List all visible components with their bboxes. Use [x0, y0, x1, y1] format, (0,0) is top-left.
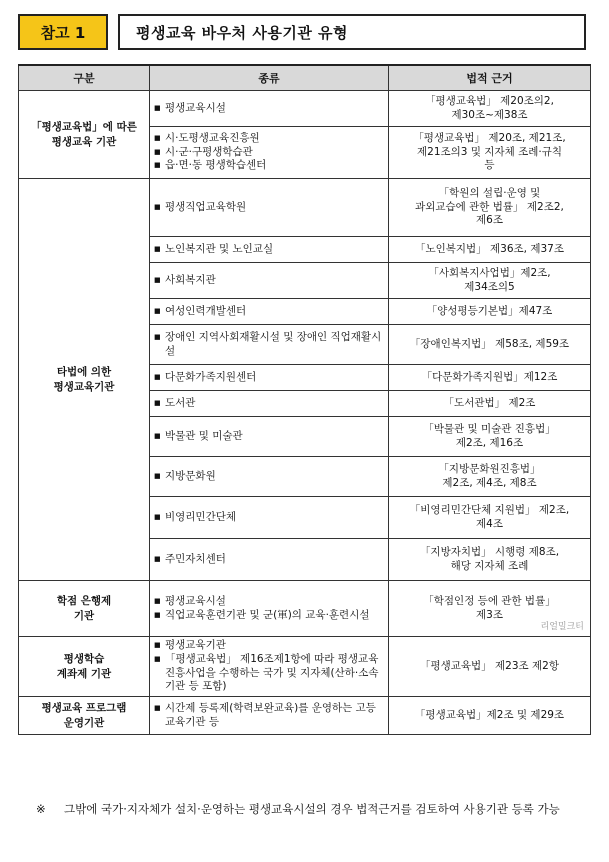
table-row [19, 637, 591, 697]
institution-type-table [18, 64, 591, 735]
legal-basis-text: 「장애인복지법」 제58조, 제59조 [409, 337, 570, 350]
legal-basis-text: 「박물관 및 미술관 진흥법」 제2조, 제16조 [423, 422, 556, 449]
legal-basis-text: 「평생교육법」 제23조 제2항 [419, 659, 559, 672]
table-row [19, 697, 591, 735]
legal-basis-cell [389, 391, 591, 417]
type-list [154, 274, 384, 288]
type-cell [150, 391, 389, 417]
type-cell [150, 299, 389, 325]
footnote [36, 800, 592, 818]
type-cell [150, 417, 389, 457]
type-item: ■ 직업교육훈련기관 및 군(軍)의 교육·훈련시설 [154, 609, 384, 623]
legal-basis-cell [389, 637, 591, 697]
type-item: ■ 평생교육기관 [154, 639, 384, 653]
table-body [19, 91, 591, 735]
page-header [18, 14, 586, 50]
type-cell [150, 237, 389, 263]
type-item: ■ 시·도평생교육진흥원 [154, 132, 384, 146]
reference-badge: 참고 1 [18, 14, 108, 50]
category-cell: 평생학습 계좌제 기관 [19, 637, 150, 697]
legal-basis-cell [389, 457, 591, 497]
legal-basis-text: 「도서관법」 제2조 [443, 396, 536, 409]
legal-basis-cell [389, 179, 591, 237]
type-list [154, 470, 384, 484]
type-item: ■ 주민자치센터 [154, 553, 384, 567]
watermark-text: 리얼밀크티 [540, 622, 584, 633]
legal-basis-cell [389, 497, 591, 539]
category-cell: 「평생교육법」에 따른 평생교육 기관 [19, 91, 150, 179]
type-cell [150, 497, 389, 539]
category-cell: 타법에 의한 평생교육기관 [19, 179, 150, 581]
legal-basis-cell [389, 325, 591, 365]
type-list [154, 639, 384, 694]
legal-basis-text: 「사회복지사업법」제2조, 제34조의5 [428, 266, 551, 293]
type-cell [150, 457, 389, 497]
type-item: ■ 「평생교육법」 제16조제1항에 따라 평생교육진흥사업을 수행하는 국가 및 지자체(산하·소속기관 등 포함) [154, 653, 384, 694]
type-cell [150, 91, 389, 127]
type-item: ■ 박물관 및 미술관 [154, 430, 384, 444]
legal-basis-text: 「노인복지법」 제36조, 제37조 [414, 242, 565, 255]
type-cell [150, 539, 389, 581]
note-text: 그밖에 국가·지자체가 설치·운영하는 평생교육시설의 경우 법적근거를 검토하여 사용기관 등록 가능 [64, 802, 560, 816]
legal-basis-cell [389, 697, 591, 735]
type-list [154, 397, 384, 411]
type-item: ■ 평생교육시설 [154, 102, 384, 116]
legal-basis-text: 「지방문화원진흥법」 제2조, 제4조, 제8조 [438, 462, 541, 489]
type-list [154, 553, 384, 567]
type-list [154, 331, 384, 358]
column-header-type: 종류 [150, 65, 389, 91]
legal-basis-cell [389, 299, 591, 325]
legal-basis-text: 「평생교육법」 제20조, 제21조, 제21조의3 및 지자체 조례·규칙 등 [413, 132, 566, 172]
legal-basis-text: 「양성평등기본법」제47조 [426, 304, 553, 317]
type-list [154, 702, 384, 729]
legal-basis-text: 「지방자치법」 시행령 제8조, 해당 지자체 조례 [419, 545, 560, 572]
table-header-row [19, 65, 591, 91]
type-cell [150, 263, 389, 299]
type-list [154, 132, 384, 173]
legal-basis-cell [389, 127, 591, 179]
type-item: ■ 읍·면·동 평생학습센터 [154, 159, 384, 173]
type-item: ■ 시간제 등록제(학력보완교육)를 운영하는 고등교육기관 등 [154, 702, 384, 729]
legal-basis-text: 「학원의 설립·운영 및 과외교습에 관한 법률」 제2조2, 제6조 [415, 187, 564, 227]
legal-basis-cell [389, 417, 591, 457]
type-item: ■ 사회복지관 [154, 274, 384, 288]
type-cell [150, 127, 389, 179]
type-list [154, 243, 384, 257]
legal-basis-cell [389, 581, 591, 637]
category-cell: 학점 은행제 기관 [19, 581, 150, 637]
type-cell [150, 325, 389, 365]
legal-basis-cell [389, 91, 591, 127]
legal-basis-text: 「평생교육법」제2조 및 제29조 [414, 708, 565, 721]
table-row [19, 179, 591, 237]
type-list [154, 511, 384, 525]
type-item: ■ 비영리민간단체 [154, 511, 384, 525]
page-title: 평생교육 바우처 사용기관 유형 [118, 14, 586, 50]
legal-basis-cell [389, 237, 591, 263]
legal-basis-cell [389, 365, 591, 391]
type-cell [150, 637, 389, 697]
type-list [154, 430, 384, 444]
type-cell [150, 365, 389, 391]
legal-basis-text: 「다문화가족지원법」제12조 [421, 370, 558, 383]
type-item: ■ 평생직업교육학원 [154, 201, 384, 215]
type-item: ■ 도서관 [154, 397, 384, 411]
type-item: ■ 여성인력개발센터 [154, 305, 384, 319]
column-header-category: 구분 [19, 65, 150, 91]
table-row [19, 581, 591, 637]
type-item: ■ 장애인 지역사회재활시설 및 장애인 직업재활시설 [154, 331, 384, 358]
type-list [154, 371, 384, 385]
type-item: ■ 지방문화원 [154, 470, 384, 484]
type-cell [150, 581, 389, 637]
legal-basis-cell [389, 263, 591, 299]
table-row [19, 91, 591, 127]
legal-basis-cell [389, 539, 591, 581]
type-list [154, 201, 384, 215]
category-cell: 평생교육 프로그램 운영기관 [19, 697, 150, 735]
legal-basis-text: 「평생교육법」 제20조의2, 제30조~제38조 [425, 94, 554, 121]
column-header-legal-basis: 법적 근거 [389, 65, 591, 91]
type-item: ■ 시·군·구평생학습관 [154, 146, 384, 160]
note-mark: ※ [36, 802, 46, 816]
type-cell [150, 697, 389, 735]
type-item: ■ 다문화가족지원센터 [154, 371, 384, 385]
type-list [154, 102, 384, 116]
type-item: ■ 평생교육시설 [154, 595, 384, 609]
legal-basis-text: 「비영리민간단체 지원법」 제2조, 제4조 [409, 503, 570, 530]
type-list [154, 595, 384, 622]
legal-basis-text: 「학점인정 등에 관한 법률」 제3조 [423, 594, 556, 621]
type-list [154, 305, 384, 319]
type-item: ■ 노인복지관 및 노인교실 [154, 243, 384, 257]
type-cell [150, 179, 389, 237]
